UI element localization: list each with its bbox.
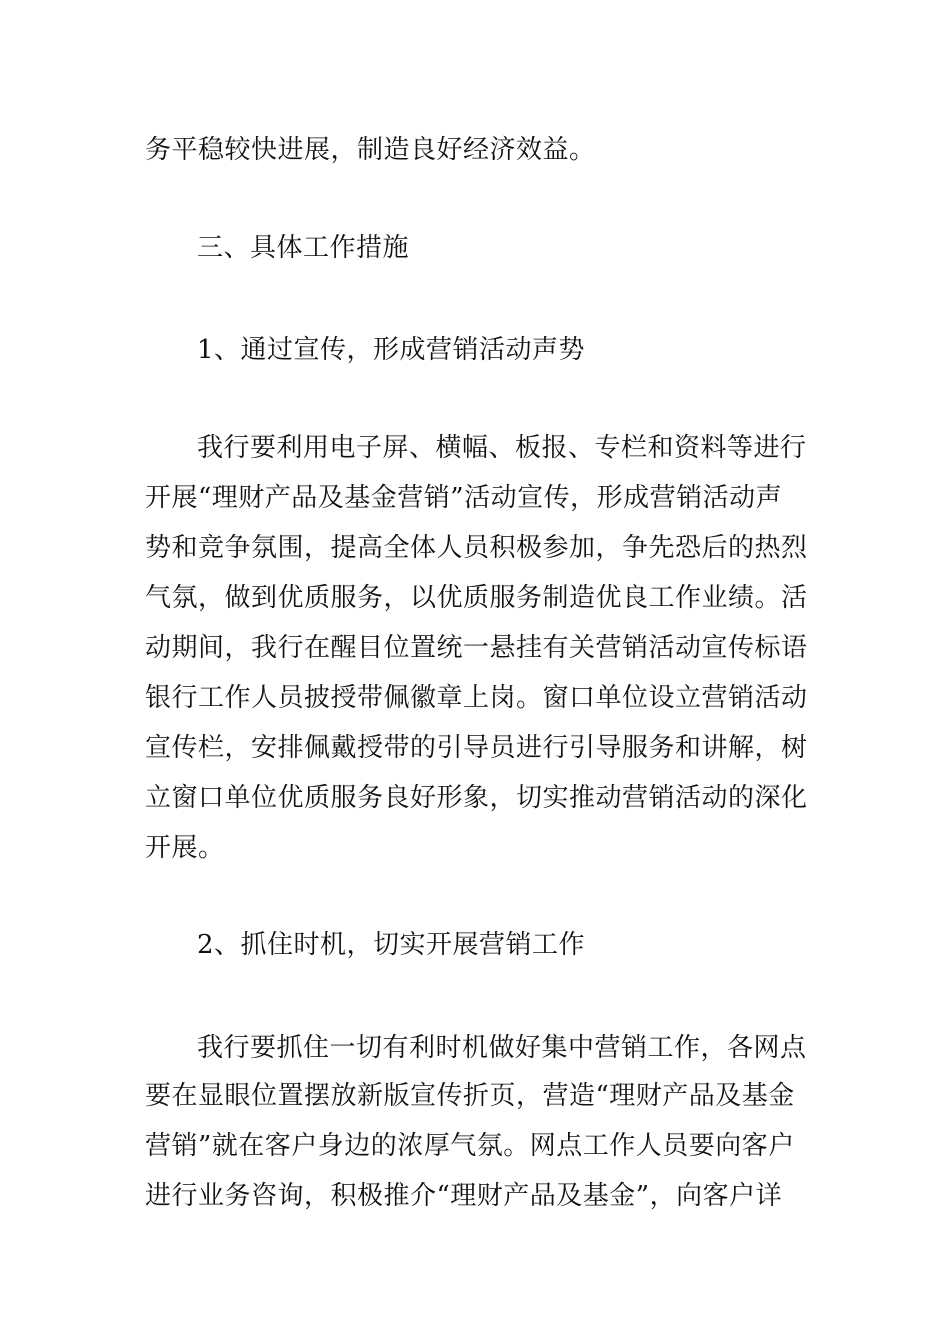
paragraph-1-line-3: 势和竞争氛围，提高全体人员积极参加，争先恐后的热烈 bbox=[145, 533, 808, 563]
paragraph-1-line-5: 动期间，我行在醒目位置统一悬挂有关营销活动宣传标语 bbox=[145, 633, 808, 663]
paragraph-1-line-9: 开展。 bbox=[145, 833, 225, 863]
paragraph-1-line-6: 银行工作人员披授带佩徽章上岗。窗口单位设立营销活动 bbox=[145, 683, 808, 713]
paragraph-continuation-line: 务平稳较快进展，制造良好经济效益。 bbox=[145, 135, 596, 165]
paragraph-1-line-4: 气氛，做到优质服务，以优质服务制造优良工作业绩。活 bbox=[145, 583, 808, 613]
subsection-heading-2: 2、抓住时机，切实开展营销工作 bbox=[197, 930, 586, 960]
paragraph-2-line-4: 进行业务咨询，积极推介“理财产品及基金”，向客户详 bbox=[145, 1181, 783, 1211]
paragraph-2-line-2: 要在显眼位置摆放新版宣传折页，营造“理财产品及基金 bbox=[145, 1081, 795, 1111]
section-heading: 三、具体工作措施 bbox=[197, 233, 410, 263]
paragraph-1-line-8: 立窗口单位优质服务良好形象，切实推动营销活动的深化 bbox=[145, 783, 808, 813]
paragraph-2-line-1: 我行要抓住一切有利时机做好集中营销工作，各网点 bbox=[197, 1033, 807, 1063]
subsection-heading-1: 1、通过宣传，形成营销活动声势 bbox=[197, 335, 586, 365]
paragraph-1-line-2: 开展“理财产品及基金营销”活动宣传，形成营销活动声 bbox=[145, 483, 783, 513]
paragraph-1-line-1: 我行要利用电子屏、横幅、板报、专栏和资料等进行 bbox=[197, 433, 807, 463]
paragraph-1-line-7: 宣传栏，安排佩戴授带的引导员进行引导服务和讲解，树 bbox=[145, 733, 808, 763]
paragraph-2-line-3: 营销”就在客户身边的浓厚气氛。网点工作人员要向客户 bbox=[145, 1131, 795, 1161]
